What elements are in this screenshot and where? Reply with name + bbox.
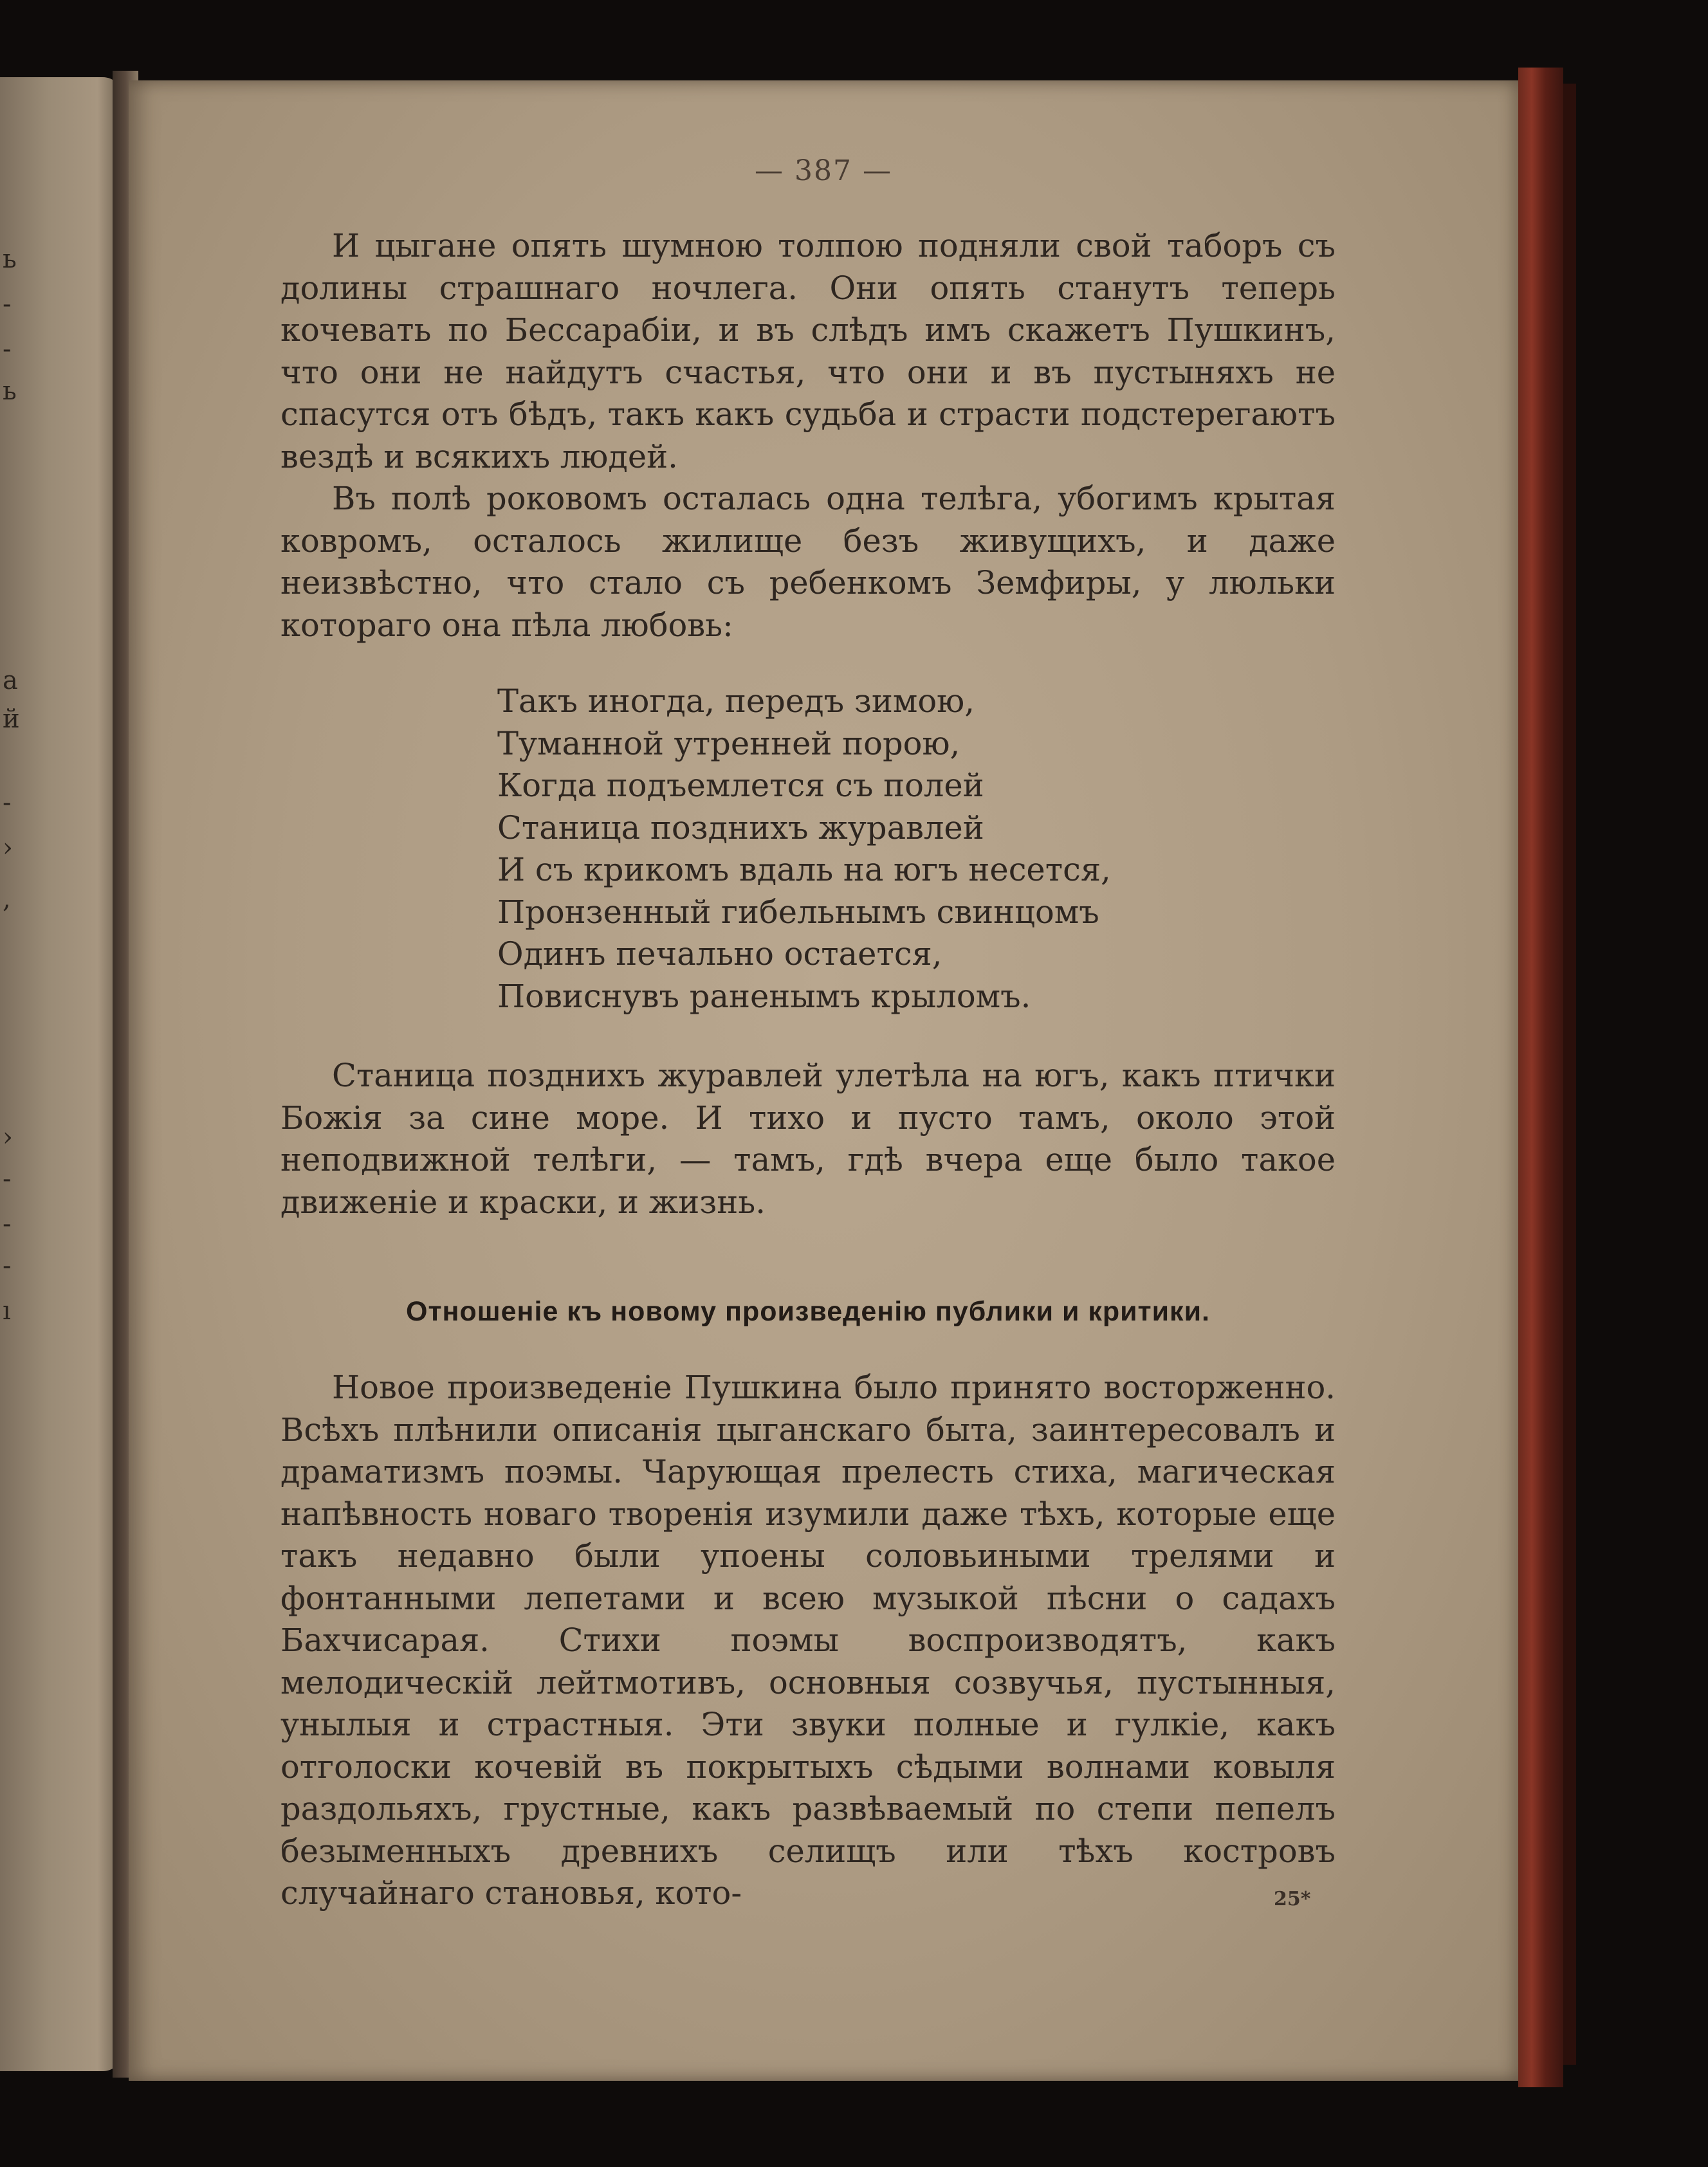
page-edge-red (1518, 68, 1563, 2087)
left-page-mark: › (3, 833, 13, 863)
poem-line: Туманной утренней порою, (497, 724, 960, 762)
poem-line: Пронзенный гибельнымъ свинцомъ (497, 893, 1099, 931)
left-page-mark: ь (3, 244, 17, 274)
paragraph-4-block (280, 1367, 1336, 1915)
page-number: — 387 — (755, 154, 892, 187)
poem-line: Станица позднихъ журавлей (497, 809, 984, 846)
left-page-mark: › (3, 1122, 13, 1152)
poem-stanza (497, 681, 1334, 1018)
left-page-mark: - (3, 788, 12, 818)
section-heading: Отношеніе къ новому произведенію публики и критики. (406, 1296, 1210, 1327)
paragraph-3-block (280, 1055, 1336, 1223)
signature-mark: 25* (1274, 1888, 1311, 1910)
paragraph: Станица позднихъ журавлей улетѣла на югъ, какъ птички Божія за сине море. И тихо и пусто тамъ, около этой неподвижной телѣги, — тамъ, гдѣ вчера еще было такое движеніе и краски, и жизнь. (280, 1057, 1336, 1221)
left-page-mark: - (3, 1251, 12, 1281)
poem-line: Когда подъемлется съ полей (497, 767, 984, 804)
left-page-mark: - (3, 1209, 12, 1239)
left-page-edge (0, 77, 122, 2071)
left-page-mark: - (3, 289, 12, 319)
paragraph: И цыгане опять шумною толпою подняли свой таборъ съ долины страшнаго ночлега. Они опять станутъ теперь кочевать по Бессарабіи, и въ слѣдъ имъ скажетъ Пушкинъ, что они не найдутъ счастья, что они и въ пустыняхъ не спасутся отъ бѣдъ, такъ какъ судьба и страсти подстерегаютъ вездѣ и всякихъ людей. (280, 227, 1336, 475)
poem-line: И съ крикомъ вдаль на югъ несется, (497, 851, 1111, 888)
left-page-mark: ь (3, 376, 17, 406)
paragraph: Въ полѣ роковомъ осталась одна телѣга, убогимъ крытая ковромъ, осталось жилище безъ живущихъ, и даже неизвѣстно, что стало съ ребенкомъ Земфиры, у люльки котораго она пѣла любовь: (280, 480, 1336, 644)
poem-line: Повиснувъ раненымъ крыломъ. (497, 977, 1031, 1015)
paragraph-1-block (280, 225, 1336, 478)
left-page-mark: , (3, 884, 11, 914)
paragraph: Новое произведеніе Пушкина было принято восторженно. Всѣхъ плѣнили описанія цыганскаго быта, заинтересовалъ и драматизмъ поэмы. Чарующая прелесть стиха, магическая напѣвность новаго творенія изумили даже тѣхъ, которые еще такъ недавно были упоены соловьиными трелями и фонтанными лепетами и всею музыкой пѣсни о садахъ Бахчисарая. Стихи поэмы воспроизводятъ, какъ мелодическій лейтмотивъ, основныя созвучья, пустынныя, унылыя и страстныя. Эти звуки полные и гулкіе, какъ отголоски кочевій въ покрытыхъ сѣдыми волнами ковыля раздольяхъ, грустные, какъ развѣваемый по степи пепелъ безыменныхъ древнихъ селищъ или тѣхъ костровъ случайнаго становья, кото- (280, 1369, 1336, 1912)
left-page-mark: й (3, 704, 20, 734)
poem-line: Такъ иногда, передъ зимою, (497, 682, 975, 720)
poem-line: Одинъ печально остается, (497, 935, 942, 973)
paragraph-2-block (280, 478, 1336, 646)
left-page-mark: - (3, 1164, 12, 1194)
page-edge-dark (1563, 84, 1576, 2065)
book-page (129, 80, 1518, 2081)
left-page-mark: a (3, 666, 18, 695)
left-page-mark: ı (3, 1296, 11, 1326)
left-page-mark: - (3, 334, 12, 364)
